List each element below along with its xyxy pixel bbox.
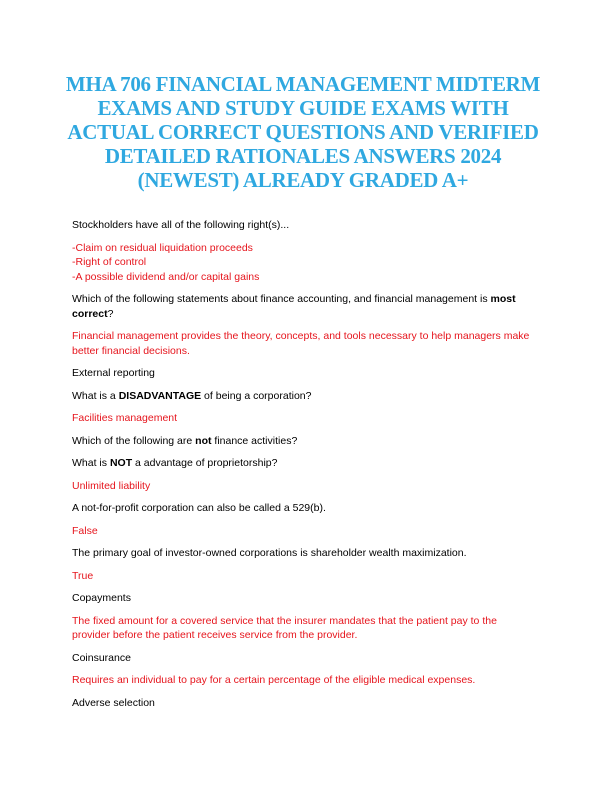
document-body [72, 218, 534, 710]
term-text: External reporting [72, 367, 155, 379]
term-text: Adverse selection [72, 696, 155, 709]
answer-text: Requires an individual to pay for a certain percentage of the eligible medical expenses. [72, 674, 476, 686]
answer-line: -A possible dividend and/or capital gains [72, 270, 260, 283]
question-emphasis: DISADVANTAGE [118, 389, 202, 402]
answer-line: -Right of control [72, 256, 147, 268]
question-text-part: What is [72, 457, 110, 469]
term-text: Coinsurance [72, 651, 131, 664]
answer-text: Unlimited liability [72, 479, 151, 492]
question-text: A not-for-profit corporation can also be called a 529(b). [72, 502, 326, 514]
document-title: MHA 706 FINANCIAL MANAGEMENT MIDTERM EXAMS AND STUDY GUIDE EXAMS WITH ACTUAL CORRECT QUESTIONS AND VERIFIED DETAILED RATIONALES ANSWERS 2024 (NEWEST) ALREADY GRADED A+ [65, 72, 541, 192]
question-text [72, 434, 534, 449]
answer-line: -Claim on residual liquidation proceeds [72, 241, 253, 254]
answer-text: True [72, 569, 94, 582]
answer-text: Financial management provides the theory, concepts, and tools necessary to help managers make better financial decisions. [72, 330, 530, 357]
question-text-part: What is a [72, 389, 119, 402]
question-emphasis: NOT [109, 457, 133, 469]
answer-text: False [72, 524, 98, 537]
question-text [72, 456, 534, 471]
question-text-part: Which of the following statements about finance accounting, and financial management is [72, 293, 491, 305]
answer-text: The fixed amount for a covered service that the insurer mandates that the patient pay to the provider before the patient receives service from the provider. [72, 614, 497, 641]
term-text: Copayments [72, 592, 131, 604]
answer-text [72, 241, 534, 285]
question-text: Stockholders have all of the following right(s)... [72, 219, 290, 231]
question-emphasis: most correct [72, 293, 516, 320]
question-text [72, 389, 534, 404]
question-emphasis: not [195, 434, 212, 447]
question-text-part: ? [107, 307, 114, 320]
question-text: The primary goal of investor-owned corporations is shareholder wealth maximization. [72, 547, 467, 559]
question-text-part: finance activities? [211, 434, 298, 447]
answer-text: Facilities management [72, 412, 178, 424]
question-text-part: of being a corporation? [201, 389, 312, 402]
question-text [72, 292, 534, 321]
question-text-part: Which of the following are [72, 434, 196, 447]
question-text-part: a advantage of proprietorship? [132, 457, 278, 469]
